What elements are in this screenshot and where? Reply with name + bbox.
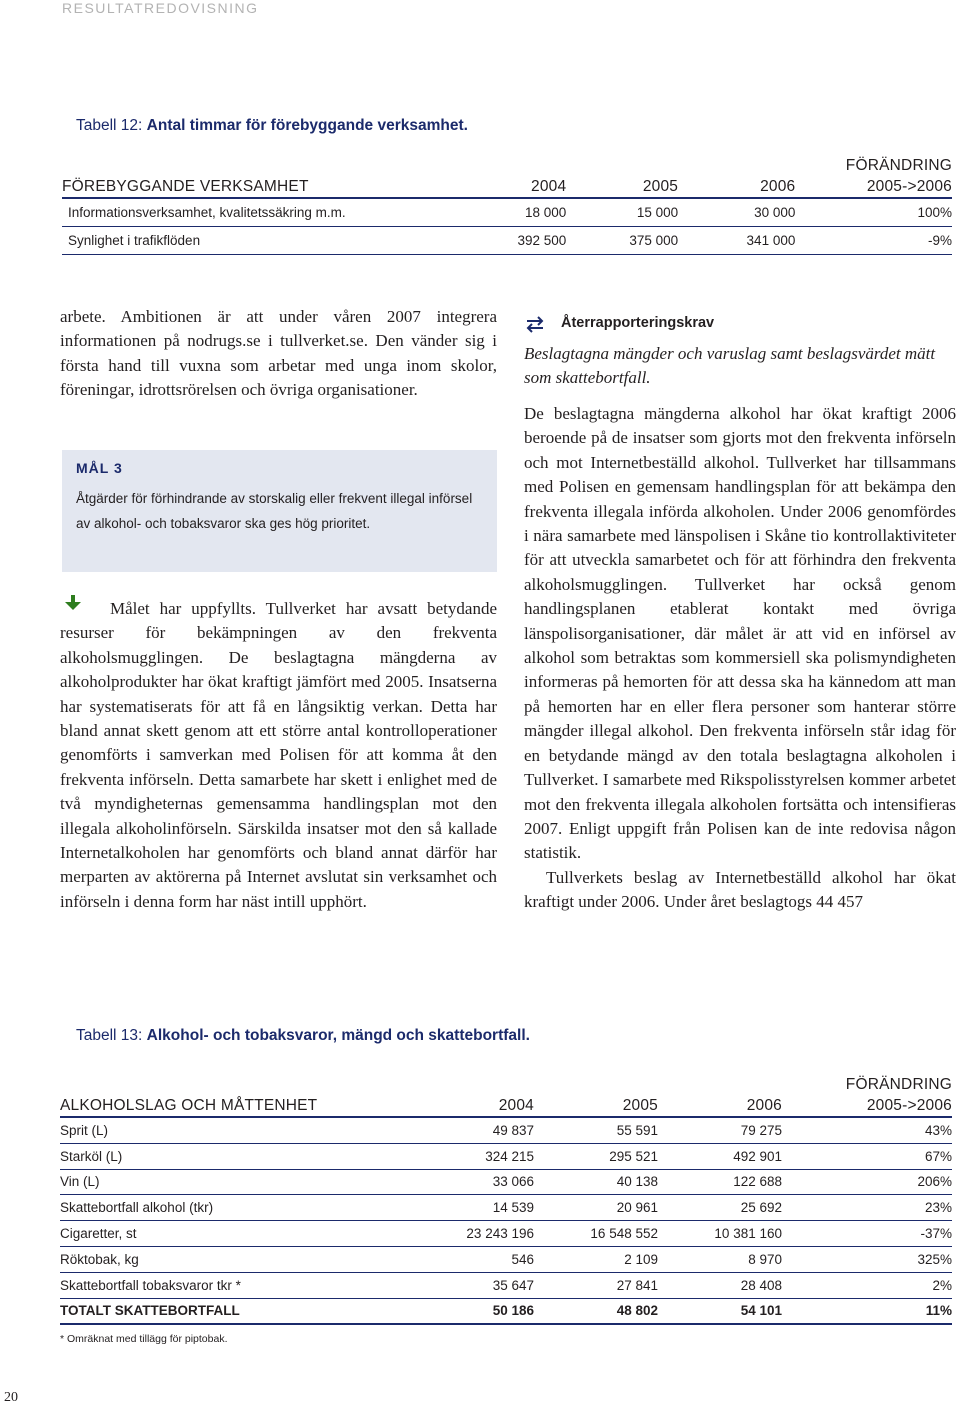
table13-header-row bbox=[60, 1068, 952, 1117]
table13-col-2005: 2005 bbox=[534, 1068, 658, 1117]
feedback-requirement-title: Återrapporteringskrav bbox=[561, 315, 715, 331]
table13-footnote: * Omräknat med tillägg för piptobak. bbox=[60, 1333, 228, 1345]
table-cell: 79 275 bbox=[658, 1117, 782, 1143]
table-row bbox=[62, 227, 952, 255]
table-cell: TOTALT SKATTEBORTFALL bbox=[60, 1298, 440, 1324]
table12-col-2004: 2004 bbox=[443, 150, 567, 198]
table13-caption-prefix: Tabell 13: bbox=[76, 1027, 143, 1044]
table12-col-2005: 2005 bbox=[566, 150, 678, 198]
right-paragraph-1: De beslagtagna mängderna alkohol har ökat kraftigt 2006 beroende på de insatser som gjorts mot den frekventa införseln och mot Internetbeställd alkohol. Tullverket har tillsammans med Polisen en gemensam handlingsplan för att bekämpa den frekventa illegala införda alkoholen. Under 2006 genomfördes i nära samarbete med länspolisen i Skåne tio kontrollaktiviteter för att utveckla samarbetet och för att förhindra den frekventa alkoholsmugglingen. Tullverket har också genom handlingsplanen etablerat kontakt med övriga länspolisorganisationer, där målet är att vid en införsel av alkohol som betraktas som kommersiell ska polismyndigheten informeras på hemorten för att dessa ska ha kännedom att man på hemorten har en eller flera personer som hanterar större mängder illegal alkohol. Den frekventa införseln står idag för en betydande mängd av den totala beslagtagna alkoholen i Tullverket. I samarbete med Rikspolisstyrelsen kommer arbetet mot den frekventa illegala alkoholen fortsätta och intensifieras 2007. Enligt uppgift från Polisen kan de inte redovisa någon statistik. bbox=[524, 404, 956, 863]
right-column-text bbox=[524, 402, 956, 915]
table-cell: 50 186 bbox=[440, 1298, 534, 1324]
table-cell: 100% bbox=[795, 198, 952, 227]
table-cell: 18 000 bbox=[443, 198, 567, 227]
goal-title: MÅL 3 bbox=[76, 460, 123, 476]
table13-col-2006: 2006 bbox=[658, 1068, 782, 1117]
table-row bbox=[60, 1117, 952, 1143]
table-cell: 14 539 bbox=[440, 1195, 534, 1221]
table-row bbox=[60, 1169, 952, 1195]
table-cell: 392 500 bbox=[443, 227, 567, 255]
table-cell: -37% bbox=[782, 1221, 952, 1247]
table-cell: Synlighet i trafikflöden bbox=[62, 227, 443, 255]
table-cell: Cigaretter, st bbox=[60, 1221, 440, 1247]
table-cell: 206% bbox=[782, 1169, 952, 1195]
table12-col-change bbox=[795, 150, 952, 198]
table-cell: 54 101 bbox=[658, 1298, 782, 1324]
table-cell: 546 bbox=[440, 1246, 534, 1272]
goal-text: Åtgärder för förhindrande av storskalig eller frekvent illegal införsel av alkohol- och tobaksvaror ska ges hög prioritet. bbox=[76, 491, 473, 531]
table-cell: 375 000 bbox=[566, 227, 678, 255]
table-row bbox=[60, 1143, 952, 1169]
table-row bbox=[60, 1221, 952, 1247]
goal-result-paragraph bbox=[60, 597, 497, 914]
table-cell: 49 837 bbox=[440, 1117, 534, 1143]
page-number: 20 bbox=[4, 1390, 18, 1405]
table-row bbox=[62, 198, 952, 227]
table-cell: 67% bbox=[782, 1143, 952, 1169]
table12-caption bbox=[76, 117, 468, 135]
table13 bbox=[60, 1068, 952, 1325]
table-cell: 10 381 160 bbox=[658, 1221, 782, 1247]
table13-col-change-period: 2005->2006 bbox=[866, 1097, 952, 1114]
table-row bbox=[60, 1272, 952, 1298]
table12-caption-prefix: Tabell 12: bbox=[76, 117, 143, 134]
table-cell: 23 243 196 bbox=[440, 1221, 534, 1247]
table-cell: Skattebortfall alkohol (tkr) bbox=[60, 1195, 440, 1221]
goal-paragraph: Tullverket har avsatt betydande resurser för bekämpningen av den frekventa alkoholsmugglingen. De beslagtagna mängderna av alkoholprodukter har ökat kraftigt jämfört med 2005. Insatserna har systematiserats för att få en långsiktig verkan. Detta har bland annat skett genom att ett större antal kontrolloperationer genomförts i samverkan med Polisen för att komma åt den frekventa införseln. Detta samarbete har skett i enlighet med de två myndigheternas gemensamma handlingsplan mot den illegala alkoholinförseln. Särskilda insatser mot den så kallade Internetalkoholen har genomförts och bland annat därför har merparten av aktörerna på Internet avslutat sin verksamhet och införseln i denna form har näst intill upphört. bbox=[60, 599, 497, 911]
table-cell: 122 688 bbox=[658, 1169, 782, 1195]
swap-arrows-icon bbox=[524, 315, 546, 333]
table-cell: 324 215 bbox=[440, 1143, 534, 1169]
table12-header-row bbox=[62, 150, 952, 198]
table-cell: 2 109 bbox=[534, 1246, 658, 1272]
table12-col-change-label: FÖRÄNDRING bbox=[845, 157, 952, 174]
table13-col-change bbox=[782, 1068, 952, 1117]
table-row bbox=[60, 1195, 952, 1221]
table-cell: 325% bbox=[782, 1246, 952, 1272]
table13-body bbox=[60, 1117, 952, 1324]
table-cell: 25 692 bbox=[658, 1195, 782, 1221]
table-cell: 295 521 bbox=[534, 1143, 658, 1169]
table-cell: Vin (L) bbox=[60, 1169, 440, 1195]
table12-caption-title: Antal timmar för förebyggande verksamhet. bbox=[146, 117, 468, 134]
goal-status: Målet har uppfyllts. bbox=[110, 599, 256, 618]
table-cell: Skattebortfall tobaksvaror tkr * bbox=[60, 1272, 440, 1298]
table-cell: Sprit (L) bbox=[60, 1117, 440, 1143]
table13-caption-title: Alkohol- och tobaksvaror, mängd och skattebortfall. bbox=[146, 1027, 530, 1044]
table-cell: 30 000 bbox=[678, 198, 795, 227]
table-cell: 16 548 552 bbox=[534, 1221, 658, 1247]
goal-box bbox=[62, 450, 497, 572]
table-cell: Informationsverksamhet, kvalitetssäkring m.m. bbox=[62, 198, 443, 227]
feedback-requirement-measure: Beslagtagna mängder och varuslag samt beslagsvärdet mätt som skattebortfall. bbox=[524, 344, 936, 388]
table-cell: 2% bbox=[782, 1272, 952, 1298]
table-cell: 35 647 bbox=[440, 1272, 534, 1298]
section-header: RESULTATREDOVISNING bbox=[62, 0, 259, 16]
table-cell: 20 961 bbox=[534, 1195, 658, 1221]
table13-col-category: ALKOHOLSLAG OCH MÅTTENHET bbox=[60, 1068, 440, 1117]
table-cell: Starköl (L) bbox=[60, 1143, 440, 1169]
table12 bbox=[62, 150, 952, 255]
table-cell: 23% bbox=[782, 1195, 952, 1221]
table-cell: Röktobak, kg bbox=[60, 1246, 440, 1272]
table12-col-category: FÖREBYGGANDE VERKSAMHET bbox=[62, 150, 443, 198]
table-cell: 8 970 bbox=[658, 1246, 782, 1272]
right-paragraph-2: Tullverkets beslag av Internetbeställd alkohol har ökat kraftigt under 2006. Under året beslagtogs 44 457 bbox=[524, 867, 956, 912]
table13-col-2004: 2004 bbox=[440, 1068, 534, 1117]
table-cell: 28 408 bbox=[658, 1272, 782, 1298]
table12-col-2006: 2006 bbox=[678, 150, 795, 198]
table13-col-change-label: FÖRÄNDRING bbox=[845, 1076, 952, 1093]
table-cell: 48 802 bbox=[534, 1298, 658, 1324]
table-cell: -9% bbox=[795, 227, 952, 255]
table-cell: 33 066 bbox=[440, 1169, 534, 1195]
table-cell: 43% bbox=[782, 1117, 952, 1143]
table12-col-change-period: 2005->2006 bbox=[866, 178, 952, 195]
table-cell: 11% bbox=[782, 1298, 952, 1324]
table-row bbox=[60, 1246, 952, 1272]
table13-caption bbox=[76, 1027, 530, 1045]
table-cell: 27 841 bbox=[534, 1272, 658, 1298]
table-cell: 341 000 bbox=[678, 227, 795, 255]
table-total-row bbox=[60, 1298, 952, 1324]
table-cell: 492 901 bbox=[658, 1143, 782, 1169]
intro-paragraph: arbete. Ambitionen är att under våren 2007 integrera informationen på nodrugs.se i tullverket.se. Den vänder sig i första hand till vuxna som arbetar med unga inom skolor, föreningar, idrottsrörelsen och övriga organisationer. bbox=[60, 307, 497, 400]
table-cell: 55 591 bbox=[534, 1117, 658, 1143]
table-cell: 15 000 bbox=[566, 198, 678, 227]
table-cell: 40 138 bbox=[534, 1169, 658, 1195]
